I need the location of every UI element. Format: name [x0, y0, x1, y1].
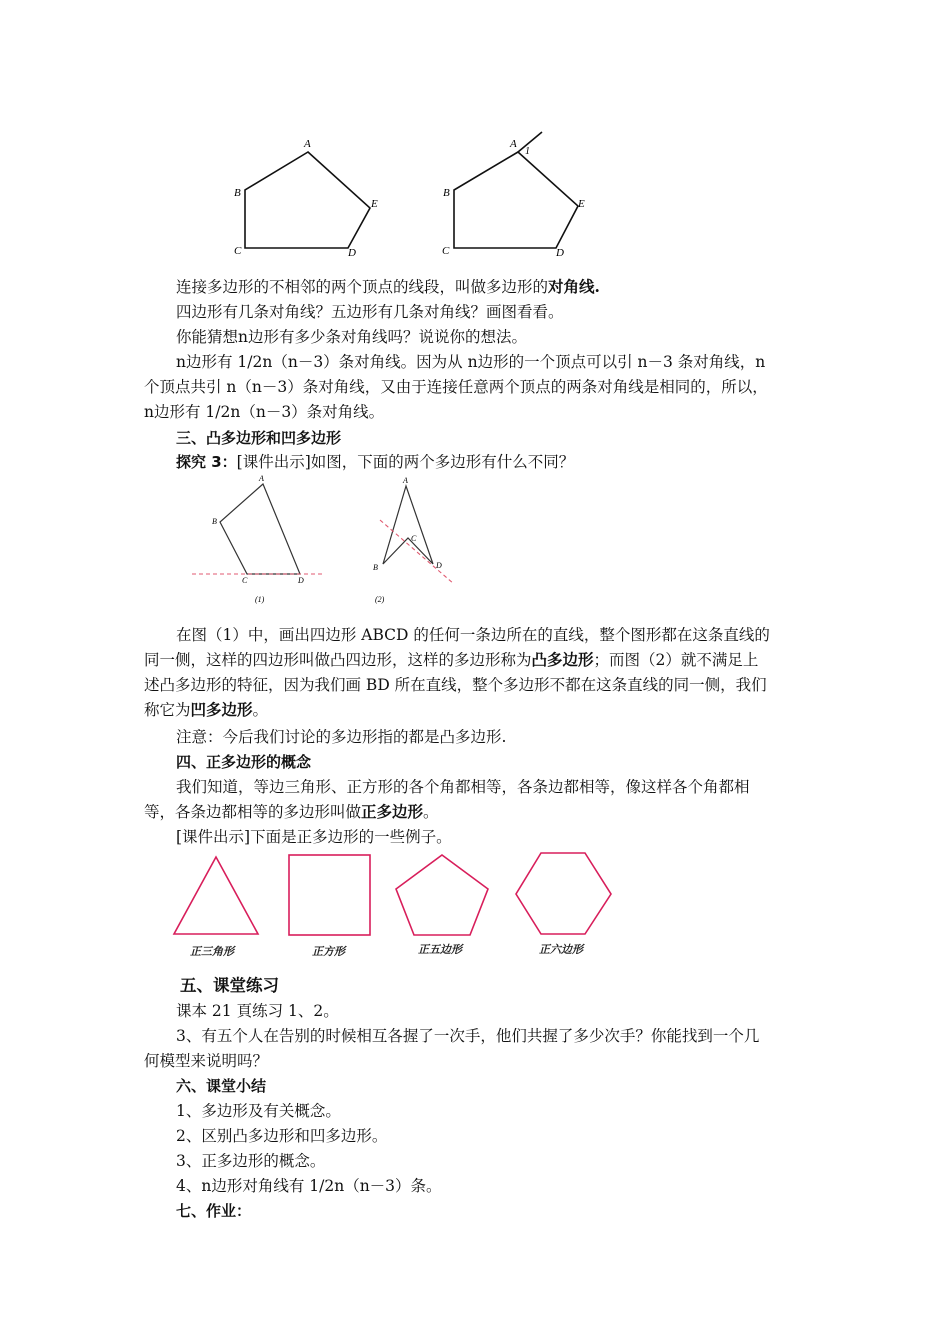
label-B-left: B: [234, 187, 241, 199]
pentagon-figure: [220, 130, 600, 260]
definition-term: 对角线.: [548, 277, 600, 296]
regular-pentagon: [396, 855, 488, 935]
regular-polygons-figure: [168, 845, 628, 965]
explore-3: [176, 451, 846, 473]
label-B-right: B: [443, 187, 450, 199]
diagonal-definition: [176, 276, 846, 298]
label-E-right: E: [578, 198, 585, 210]
convex-para-4: [144, 699, 814, 721]
label-C-2: C: [411, 534, 417, 543]
question-2: 你能猜想n边形有多少条对角线吗？说说你的想法。: [176, 328, 527, 346]
label-D-left: D: [348, 247, 356, 259]
para2-text-a: 同一侧，这样的四边形叫做凸四边形，这样的多边形称为: [144, 651, 532, 669]
explore-text: [课件出示]如图，下面的两个多边形有什么不同？: [236, 453, 575, 471]
term-regular-polygon: 正多边形: [361, 802, 424, 821]
question-1: 四边形有几条对角线？五边形有几条对角线？画图看看。: [176, 303, 564, 321]
heading-summary: 六、课堂小结: [176, 1077, 267, 1095]
label-A-1: A: [259, 474, 264, 483]
para4-text-a: 称它为: [144, 701, 191, 719]
label-D-2: D: [436, 561, 442, 570]
label-angle-1: 1: [525, 146, 530, 157]
regular-text-a: 等，各条边都相等的多边形叫做: [144, 803, 362, 821]
label-regular-square: 正方形: [312, 946, 345, 958]
summary-item-2: 2、区别凸多边形和凹多边形。: [176, 1127, 388, 1145]
heading-practice: 五、课堂练习: [180, 976, 279, 995]
answer-line-3: n边形有 1/2n（n－3）条对角线。: [144, 403, 385, 421]
label-C-1: C: [242, 576, 248, 585]
regular-square: [289, 855, 370, 935]
term-convex-polygon: 凸多边形: [531, 650, 594, 669]
para4-text-c: 。: [252, 701, 269, 719]
label-D-right: D: [556, 247, 564, 259]
summary-item-4: 4、n边形对角线有 1/2n（n－3）条。: [176, 1177, 442, 1195]
regular-triangle: [174, 857, 258, 934]
label-C-left: C: [234, 245, 242, 257]
regular-para-1: 我们知道，等边三角形、正方形的各个角都相等，各条边都相等，像这样各个角都相: [176, 778, 750, 796]
convex-concave-figure: [190, 472, 470, 607]
note-line: 注意：今后我们讨论的多边形指的都是凸多边形.: [176, 728, 507, 746]
pentagon-left: [245, 152, 370, 248]
label-regular-triangle: 正三角形: [190, 946, 234, 958]
practice-line-3: 何模型来说明吗？: [144, 1052, 269, 1070]
label-A-right: A: [510, 138, 517, 150]
summary-item-3: 3、正多边形的概念。: [176, 1152, 326, 1170]
summary-item-1: 1、多边形及有关概念。: [176, 1102, 341, 1120]
label-D-1: D: [298, 576, 304, 585]
label-A-left: A: [304, 138, 311, 150]
answer-line-1: n边形有 1/2n（n－3）条对角线。因为从 n边形的一个顶点可以引 n－3 条对角线，n: [176, 353, 766, 371]
label-regular-hexagon: 正六边形: [539, 944, 583, 956]
answer-line-2: 个顶点共引 n（n－3）条对角线，又由于连接任意两个顶点的两条对角线是相同的，所以，: [144, 378, 768, 396]
regular-text-c: 。: [423, 803, 439, 821]
caption-1: (1): [255, 595, 265, 604]
definition-text: 连接多边形的不相邻的两个顶点的线段，叫做多边形的: [176, 278, 549, 296]
label-B-1: B: [212, 517, 217, 526]
caption-2: (2): [375, 595, 385, 604]
convex-para-2: [144, 649, 814, 671]
regular-para-2: [144, 801, 814, 823]
label-E-left: E: [371, 198, 378, 210]
heading-homework: 七、作业：: [176, 1202, 252, 1220]
convex-para-1: 在图（1）中，画出四边形 ABCD 的任何一条边所在的直线，整个图形都在这条直线的: [176, 626, 770, 644]
label-C-right: C: [442, 245, 450, 257]
convex-quadrilateral: [220, 484, 300, 574]
para2-text-c: ；而图（2）就不满足上: [593, 651, 759, 669]
label-regular-pentagon: 正五边形: [418, 944, 462, 956]
explore-label: 探究 3：: [176, 453, 237, 471]
label-B-2: B: [373, 563, 378, 572]
practice-line-1: 课本 21 頁练习 1、2。: [176, 1002, 339, 1020]
label-A-2: A: [403, 476, 408, 485]
convex-para-3: 述凸多边形的特征，因为我们画 BD 所在直线，整个多边形不都在这条直线的同一侧，我们: [144, 676, 767, 694]
regular-para-3: [课件出示]下面是正多边形的一些例子。: [176, 828, 452, 846]
regular-hexagon: [516, 853, 611, 934]
practice-line-2: 3、有五个人在告别的时候相互各握了一次手，他们共握了多少次手？你能找到一个几: [176, 1027, 760, 1045]
heading-convex-concave: 三、凸多边形和凹多边形: [176, 429, 342, 447]
term-concave-polygon: 凹多边形: [190, 700, 253, 719]
extension-line-bd: [380, 520, 454, 584]
concave-quadrilateral: [383, 486, 433, 564]
heading-regular-polygon: 四、正多边形的概念: [176, 753, 312, 771]
